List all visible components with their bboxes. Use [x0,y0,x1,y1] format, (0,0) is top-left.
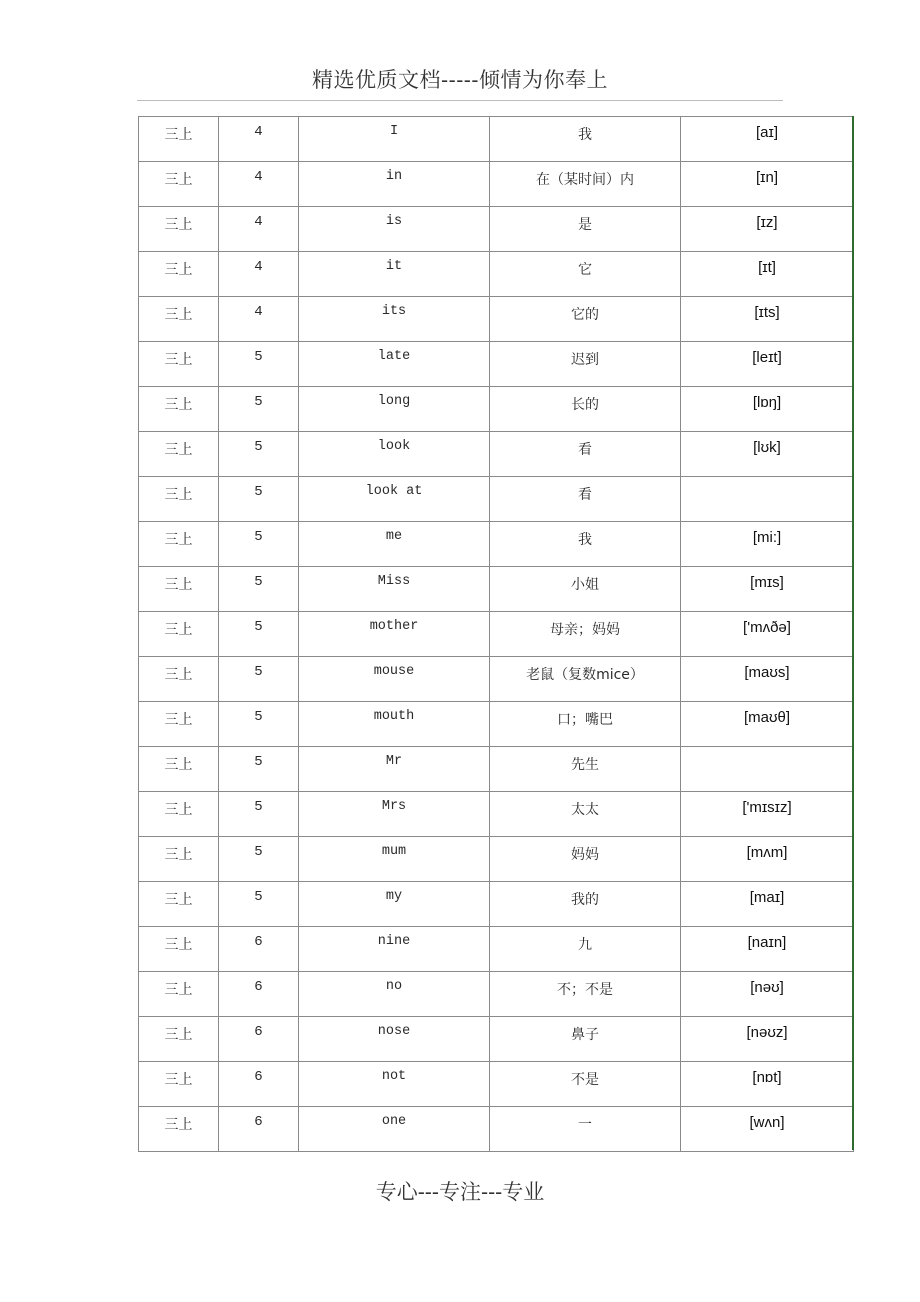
meaning-cell: 不；不是 [490,972,681,1017]
meaning-cell: 是 [490,207,681,252]
table-row [139,1017,854,1062]
table-row [139,342,854,387]
grade-cell: 三上 [139,387,219,432]
phonetic-cell: ['mʌðə] [681,612,854,657]
table-row [139,612,854,657]
table-row [139,207,854,252]
word-cell: long [299,387,490,432]
grade-cell: 三上 [139,927,219,972]
unit-cell: 4 [219,162,299,207]
page-footer: 专心---专注---专业 [375,1180,545,1204]
word-cell: is [299,207,490,252]
word-cell: mother [299,612,490,657]
meaning-cell: 它的 [490,297,681,342]
table-row [139,1107,854,1152]
page-header: 精选优质文档-----倾情为你奉上 [312,68,608,92]
unit-cell: 6 [219,972,299,1017]
word-cell: in [299,162,490,207]
meaning-cell: 我 [490,117,681,162]
grade-cell: 三上 [139,882,219,927]
word-cell: mouth [299,702,490,747]
vocabulary-table-body [139,117,854,1152]
meaning-cell: 小姐 [490,567,681,612]
word-cell: its [299,297,490,342]
word-cell: me [299,522,490,567]
table-row [139,702,854,747]
phonetic-cell: [ɪts] [681,297,854,342]
grade-cell: 三上 [139,612,219,657]
unit-cell: 5 [219,432,299,477]
meaning-cell: 一 [490,1107,681,1152]
table-right-border [852,116,854,1150]
phonetic-cell: [ɪz] [681,207,854,252]
grade-cell: 三上 [139,162,219,207]
phonetic-cell [681,747,854,792]
phonetic-cell: [ɪt] [681,252,854,297]
unit-cell: 4 [219,297,299,342]
unit-cell: 5 [219,522,299,567]
meaning-cell: 在（某时间）内 [490,162,681,207]
word-cell: nose [299,1017,490,1062]
unit-cell: 6 [219,1062,299,1107]
meaning-cell: 看 [490,477,681,522]
unit-cell: 5 [219,882,299,927]
phonetic-cell: ['mɪsɪz] [681,792,854,837]
grade-cell: 三上 [139,972,219,1017]
unit-cell: 6 [219,1017,299,1062]
grade-cell: 三上 [139,342,219,387]
header-divider [137,100,783,101]
grade-cell: 三上 [139,567,219,612]
grade-cell: 三上 [139,747,219,792]
meaning-cell: 它 [490,252,681,297]
phonetic-cell: [mɪs] [681,567,854,612]
phonetic-cell: [nəʊ] [681,972,854,1017]
meaning-cell: 太太 [490,792,681,837]
word-cell: mum [299,837,490,882]
table-row [139,252,854,297]
word-cell: mouse [299,657,490,702]
phonetic-cell: [lʊk] [681,432,854,477]
phonetic-cell: [maʊs] [681,657,854,702]
phonetic-cell: [nəʊz] [681,1017,854,1062]
word-cell: nine [299,927,490,972]
table-row [139,387,854,432]
grade-cell: 三上 [139,207,219,252]
table-row [139,477,854,522]
unit-cell: 5 [219,477,299,522]
grade-cell: 三上 [139,117,219,162]
meaning-cell: 不是 [490,1062,681,1107]
unit-cell: 6 [219,1107,299,1152]
phonetic-cell: [mi:] [681,522,854,567]
phonetic-cell: [nɒt] [681,1062,854,1107]
table-row [139,882,854,927]
unit-cell: 5 [219,612,299,657]
table-row [139,432,854,477]
word-cell: Mrs [299,792,490,837]
meaning-cell: 鼻子 [490,1017,681,1062]
grade-cell: 三上 [139,522,219,567]
grade-cell: 三上 [139,297,219,342]
grade-cell: 三上 [139,432,219,477]
grade-cell: 三上 [139,1062,219,1107]
meaning-cell: 母亲；妈妈 [490,612,681,657]
table-row [139,162,854,207]
word-cell: not [299,1062,490,1107]
table-row [139,657,854,702]
grade-cell: 三上 [139,252,219,297]
phonetic-cell: [maʊθ] [681,702,854,747]
grade-cell: 三上 [139,1107,219,1152]
meaning-cell: 迟到 [490,342,681,387]
grade-cell: 三上 [139,657,219,702]
word-cell: late [299,342,490,387]
phonetic-cell: [wʌn] [681,1107,854,1152]
meaning-cell: 看 [490,432,681,477]
unit-cell: 5 [219,342,299,387]
phonetic-cell: [mʌm] [681,837,854,882]
grade-cell: 三上 [139,1017,219,1062]
table-row [139,117,854,162]
meaning-cell: 老鼠（复数mice） [490,657,681,702]
table-row [139,927,854,972]
table-row [139,567,854,612]
meaning-cell: 我的 [490,882,681,927]
phonetic-cell: [leɪt] [681,342,854,387]
unit-cell: 5 [219,792,299,837]
unit-cell: 5 [219,567,299,612]
word-cell: no [299,972,490,1017]
word-cell: look at [299,477,490,522]
word-cell: it [299,252,490,297]
table-row [139,792,854,837]
phonetic-cell: [naɪn] [681,927,854,972]
unit-cell: 6 [219,927,299,972]
grade-cell: 三上 [139,702,219,747]
table-row [139,747,854,792]
meaning-cell: 我 [490,522,681,567]
phonetic-cell [681,477,854,522]
unit-cell: 4 [219,207,299,252]
word-cell: Mr [299,747,490,792]
meaning-cell: 妈妈 [490,837,681,882]
unit-cell: 5 [219,702,299,747]
unit-cell: 5 [219,387,299,432]
unit-cell: 5 [219,657,299,702]
meaning-cell: 口；嘴巴 [490,702,681,747]
unit-cell: 4 [219,117,299,162]
meaning-cell: 长的 [490,387,681,432]
unit-cell: 5 [219,837,299,882]
table-row [139,972,854,1017]
word-cell: I [299,117,490,162]
unit-cell: 4 [219,252,299,297]
phonetic-cell: [aɪ] [681,117,854,162]
word-cell: Miss [299,567,490,612]
unit-cell: 5 [219,747,299,792]
vocabulary-table [138,116,854,1152]
phonetic-cell: [lɒŋ] [681,387,854,432]
grade-cell: 三上 [139,837,219,882]
table-row [139,522,854,567]
grade-cell: 三上 [139,477,219,522]
table-row [139,837,854,882]
meaning-cell: 九 [490,927,681,972]
grade-cell: 三上 [139,792,219,837]
meaning-cell: 先生 [490,747,681,792]
table-row [139,297,854,342]
word-cell: one [299,1107,490,1152]
table-row [139,1062,854,1107]
phonetic-cell: [maɪ] [681,882,854,927]
phonetic-cell: [ɪn] [681,162,854,207]
word-cell: look [299,432,490,477]
word-cell: my [299,882,490,927]
